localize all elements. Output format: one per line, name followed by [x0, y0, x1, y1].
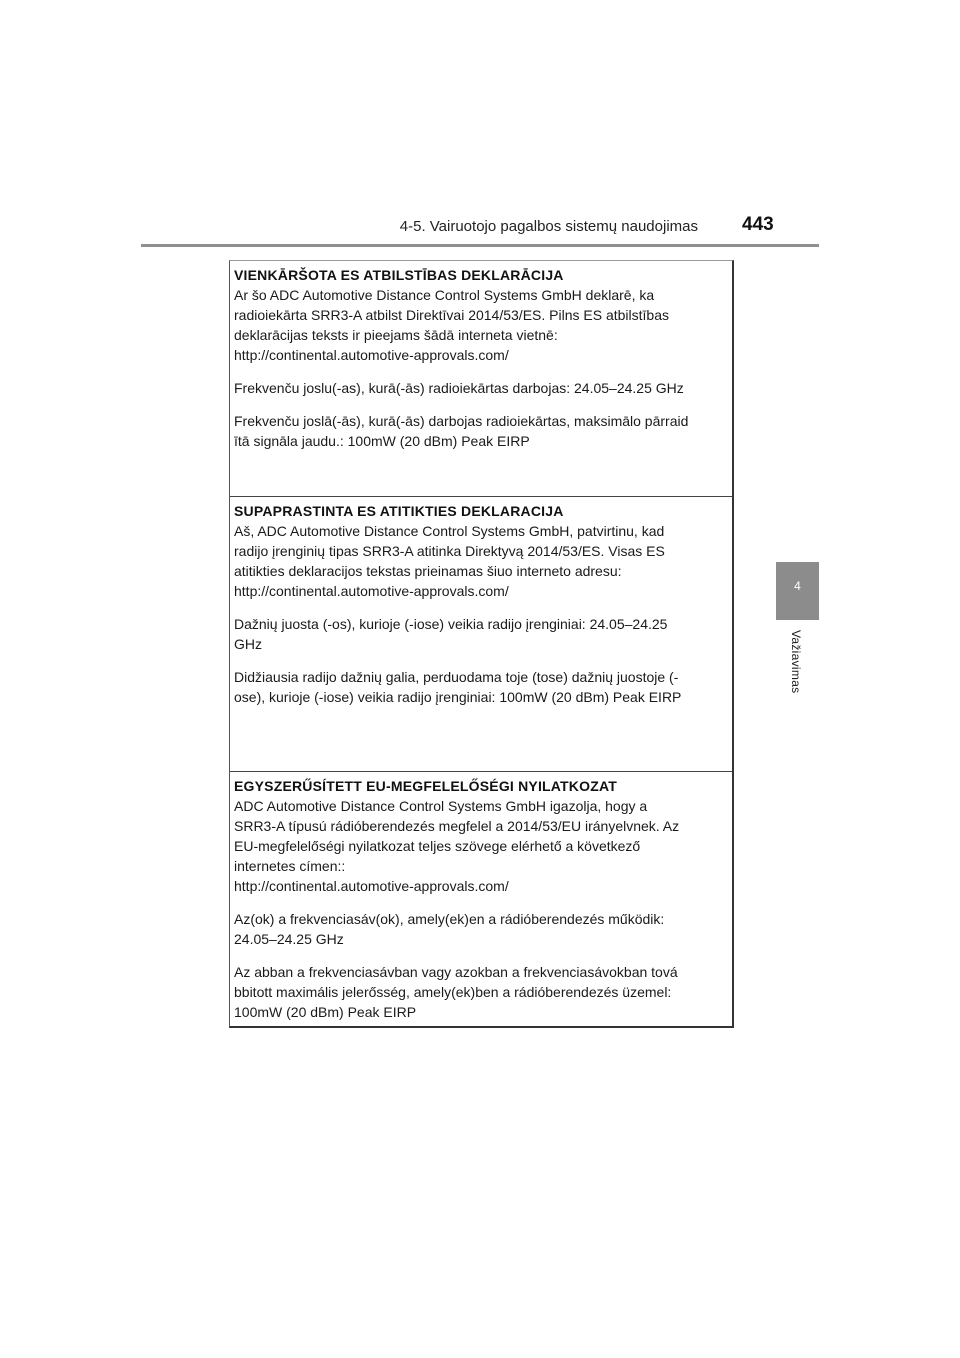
- chapter-label: Važiavimas: [789, 630, 803, 694]
- text-line: ADC Automotive Distance Control Systems GmbH igazolja, hogy a: [234, 798, 648, 814]
- declarations-table: [229, 260, 734, 1028]
- text-line: internetes címen::: [234, 858, 346, 874]
- declaration-url: http://continental.automotive-approvals.com/: [234, 583, 509, 599]
- text-line: Didžiausia radijo dažnių galia, perduodama toje (tose) dažnių juostoje (-: [234, 669, 679, 685]
- declaration-frequency: [234, 909, 732, 949]
- declaration-lithuanian: [230, 497, 732, 772]
- declaration-title: EGYSZERŰSÍTETT EU-MEGFELELŐSÉGI NYILATKOZAT: [234, 778, 617, 794]
- text-line: deklarācijas teksts ir pieejams šādā interneta vietnē:: [234, 327, 558, 343]
- declaration-intro: [234, 285, 732, 365]
- text-line: radioiekārta SRR3-A atbilst Direktīvai 2014/53/ES. Pilns ES atbilstības: [234, 307, 669, 323]
- declaration-power: [234, 411, 732, 451]
- declaration-hungarian: [230, 772, 732, 1026]
- section-title: 4-5. Vairuotojo pagalbos sistemų naudojimas: [399, 218, 698, 235]
- declaration-latvian: [230, 261, 732, 497]
- declaration-frequency: [234, 378, 732, 398]
- text-line: ītā signāla jaudu.: 100mW (20 dBm) Peak EIRP: [234, 433, 530, 449]
- chapter-tab[interactable]: [776, 562, 819, 620]
- text-line: Az(ok) a frekvenciasáv(ok), amely(ek)en a rádióberendezés működik:: [234, 911, 665, 927]
- text-line: bbitott maximális jelerősség, amely(ek)ben a rádióberendezés üzemel:: [234, 984, 672, 1000]
- text-line: Ar šo ADC Automotive Distance Control Systems GmbH deklarē, ka: [234, 287, 655, 303]
- text-line: GHz: [234, 636, 262, 652]
- header-divider: [141, 244, 819, 247]
- text-line: 24.05–24.25 GHz: [234, 931, 344, 947]
- text-line: Frekvenču joslu(-as), kurā(-ās) radioiekārtas darbojas: 24.05–24.25 GHz: [234, 380, 684, 396]
- text-line: ose), kurioje (-iose) veikia radijo įrenginiai: 100mW (20 dBm) Peak EIRP: [234, 689, 682, 705]
- text-line: Frekvenču joslā(-ās), kurā(-ās) darbojas radioiekārtas, maksimālo pārraid: [234, 413, 689, 429]
- declaration-frequency: [234, 614, 732, 654]
- page-number: 443: [742, 214, 774, 235]
- text-line: SRR3-A típusú rádióberendezés megfelel a 2014/53/EU irányelvnek. Az: [234, 818, 680, 834]
- declaration-intro: [234, 796, 732, 896]
- text-line: atitikties deklaracijos tekstas prieinamas šiuo interneto adresu:: [234, 563, 622, 579]
- declaration-title: VIENKĀRŠOTA ES ATBILSTĪBAS DEKLARĀCIJA: [234, 267, 564, 283]
- declaration-url: http://continental.automotive-approvals.com/: [234, 878, 509, 894]
- text-line: EU-megfelelőségi nyilatkozat teljes szövege elérhető a következő: [234, 838, 641, 854]
- chapter-number: 4: [794, 579, 801, 593]
- declaration-power: [234, 667, 732, 707]
- declaration-intro: [234, 521, 732, 601]
- text-line: radijo įrenginių tipas SRR3-A atitinka Direktyvą 2014/53/ES. Visas ES: [234, 543, 665, 559]
- text-line: Aš, ADC Automotive Distance Control Systems GmbH, patvirtinu, kad: [234, 523, 665, 539]
- declaration-url: http://continental.automotive-approvals.com/: [234, 347, 509, 363]
- text-line: Dažnių juosta (-os), kurioje (-iose) veikia radijo įrenginiai: 24.05–24.25: [234, 616, 668, 632]
- declaration-power: [234, 962, 732, 1022]
- declaration-title: SUPAPRASTINTA ES ATITIKTIES DEKLARACIJA: [234, 503, 564, 519]
- text-line: 100mW (20 dBm) Peak EIRP: [234, 1004, 417, 1020]
- text-line: Az abban a frekvenciasávban vagy azokban a frekvenciasávokban tová: [234, 964, 678, 980]
